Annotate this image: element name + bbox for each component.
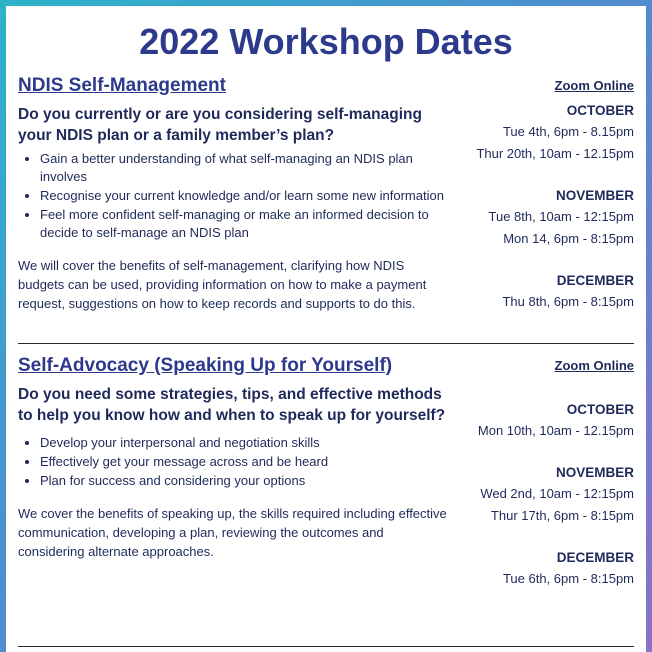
workshop-benefits-list xyxy=(18,150,448,242)
workshop-description xyxy=(18,354,448,561)
session-date: Tue 6th, 6pm - 8:15pm xyxy=(502,571,634,586)
session-date: Mon 14, 6pm - 8:15pm xyxy=(503,231,634,246)
workshop-description xyxy=(18,74,448,313)
list-item: • Develop your interpersonal and negotiation skills xyxy=(40,434,448,452)
session-date: Mon 10th, 10am - 12.15pm xyxy=(477,423,634,438)
session-date: Tue 8th, 10am - 12:15pm xyxy=(488,209,634,224)
format-link[interactable]: Zoom Online xyxy=(554,358,634,373)
workshop-schedule xyxy=(434,74,634,313)
workshop-schedule xyxy=(434,354,634,590)
month-label: DECEMBER xyxy=(556,273,634,288)
section-divider xyxy=(18,646,634,647)
list-item: • Effectively get your message across and be heard xyxy=(40,453,448,471)
workshop-question: Do you currently or are you considering self-managing your NDIS plan or a family member’s plan? xyxy=(18,106,422,144)
workshop-question: Do you need some strategies, tips, and effective methods to help you know how and when to speak up for yourself? xyxy=(18,386,446,424)
list-item: • Feel more confident self-managing or make an informed decision to decide to self-manage an NDIS plan xyxy=(40,206,448,242)
workshop-section-self-advocacy xyxy=(18,354,634,634)
month-label: NOVEMBER xyxy=(555,188,634,203)
workshop-heading[interactable]: Self-Advocacy (Speaking Up for Yourself) xyxy=(18,355,393,376)
page-title: 2022 Workshop Dates xyxy=(139,21,513,62)
flyer-page xyxy=(6,6,646,652)
session-date: Thur 17th, 6pm - 8:15pm xyxy=(490,508,634,523)
workshop-heading[interactable]: NDIS Self-Management xyxy=(18,75,226,96)
list-item: • Recognise your current knowledge and/or learn some new information xyxy=(40,187,448,205)
section-divider xyxy=(18,343,634,344)
workshop-section-self-management xyxy=(18,74,634,344)
month-label: OCTOBER xyxy=(566,103,634,118)
session-date: Thu 8th, 6pm - 8:15pm xyxy=(502,294,634,309)
session-date: Thur 20th, 10am - 12.15pm xyxy=(476,146,634,161)
workshop-summary: We cover the benefits of speaking up, the skills required including effective communication, developing a plan, reviewing the outcomes and considering alternate approaches. xyxy=(18,506,447,559)
session-date: Tue 4th, 6pm - 8.15pm xyxy=(502,124,634,139)
session-date: Wed 2nd, 10am - 12:15pm xyxy=(480,486,634,501)
workshop-summary: We will cover the benefits of self-management, clarifying how NDIS budgets can be used, providing information on how to make a payment request, suggestions on how to keep records and supports to do this. xyxy=(18,258,427,311)
list-item: • Gain a better understanding of what self-managing an NDIS plan involves xyxy=(40,150,448,186)
workshop-benefits-list xyxy=(18,434,448,490)
month-label: NOVEMBER xyxy=(555,465,634,480)
format-link[interactable]: Zoom Online xyxy=(554,78,634,93)
month-label: DECEMBER xyxy=(556,550,634,565)
list-item: • Plan for success and considering your options xyxy=(40,472,448,490)
month-label: OCTOBER xyxy=(566,402,634,417)
